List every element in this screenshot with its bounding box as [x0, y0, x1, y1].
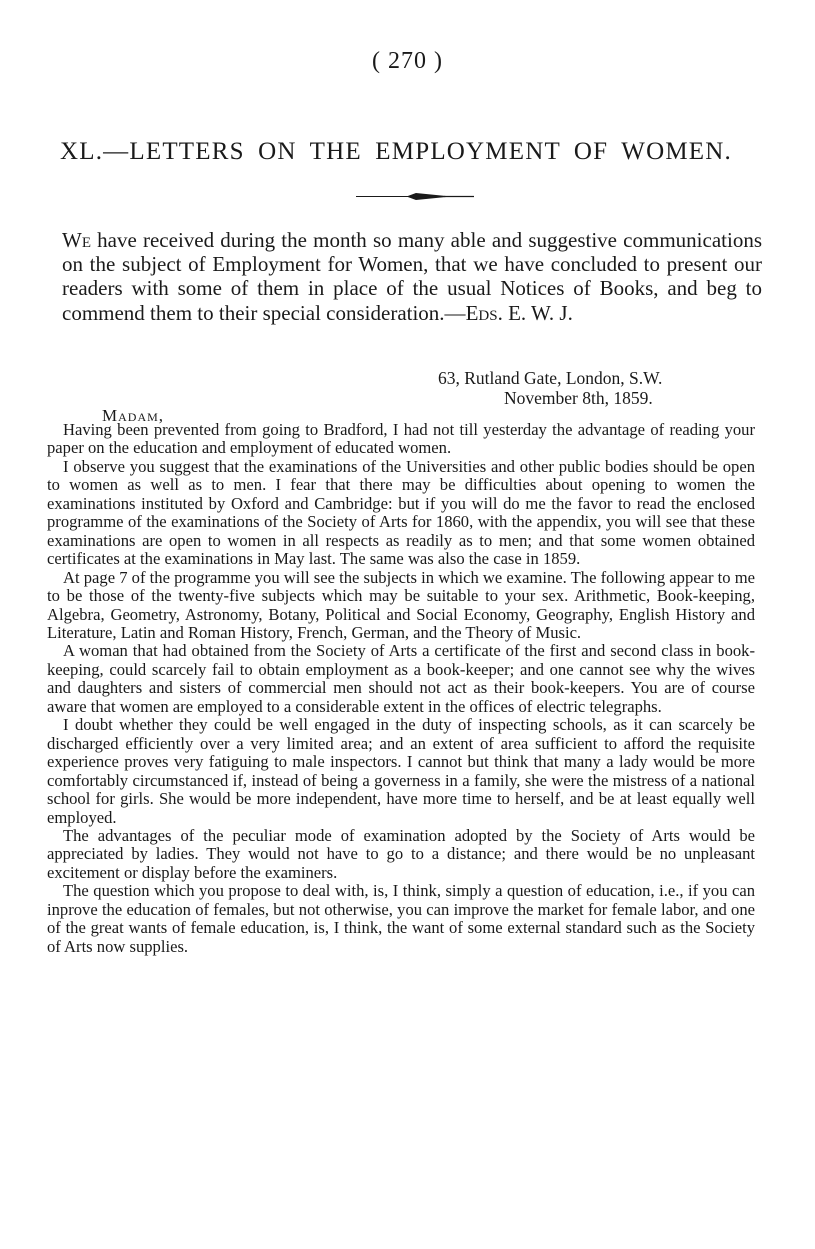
- letter-paragraph: A woman that had obtained from the Society of Arts a certificate of the first and second class in book-keeping, could scarcely fail to obtain employment as a book-keeper; and one cannot see why the wives and daughters and sisters of commercial men should not act as their book-keepers. You are of course aware that women are employed to a considerable extent in the offices of electric telegraphs.: [47, 641, 755, 716]
- ornamental-rule: [356, 192, 474, 201]
- intro-text: have received during the month so many able and suggestive communications on the subject of Employment for Women, that we have concluded to present our readers with some of them in place of the usual Notices of Books, and beg to commend them to their special consideration.—: [62, 228, 762, 325]
- letter-paragraph: The question which you propose to deal with, is, I think, simply a question of education, i.e., if you can inprove the education of females, but not otherwise, you can improve the market for female labor, and one of the great wants of female education, is, I think, the want of some external standard such as the Society of Arts now supplies.: [47, 881, 755, 956]
- editorial-introduction: [62, 228, 762, 325]
- letter-date: November 8th, 1859.: [504, 388, 653, 408]
- editors-signature: Eds. E. W. J.: [465, 300, 573, 325]
- letter-paragraph: I observe you suggest that the examinations of the Universities and other public bodies should be open to women as well as to men. I fear that there may be difficulties about opening to women the examinations instituted by Oxford and Cambridge: but if you will do me the favor to read the enclosed programme of the examinations of the Society of Arts for 1860, with the appendix, you will see that these examinations are open to women in all respects as readily as to men; and that some women obtained certificates at the examinations in May last. The same was also the case in 1859.: [47, 456, 755, 569]
- sender-address: 63, Rutland Gate, London, S.W.: [438, 368, 663, 388]
- letter-paragraph: Having been prevented from going to Bradford, I had not till yesterday the advantage of reading your paper on the education and employment of educated women.: [47, 420, 755, 458]
- article-title: XL.—LETTERS ON THE EMPLOYMENT OF WOMEN.: [60, 138, 732, 165]
- letter-body: [47, 421, 755, 956]
- letter-paragraph: The advantages of the peculiar mode of examination adopted by the Society of Arts would be appreciated by ladies. They would not have to go to a distance; and there would be no unpleasant excitement or display before the examiners.: [47, 825, 755, 882]
- letter-heading: [438, 368, 662, 408]
- letter-paragraph: At page 7 of the programme you will see the subjects in which we examine. The following appear to me to be those of the twenty-five subjects which may be suitable to your sex. Arithmetic, Book-keeping, Algebra, Geometry, Astronomy, Botany, Political and Social Economy, Geography, English History and Literature, Latin and Roman History, French, German, and the Theory of Music.: [47, 567, 755, 642]
- letter-salutation: Madam,: [102, 406, 165, 425]
- page-number: ( 270 ): [372, 48, 443, 74]
- intro-first-word: We: [62, 228, 91, 252]
- letter-paragraph: I doubt whether they could be well engaged in the duty of inspecting schools, as it can scarcely be discharged efficiently over a very limited area; and an extent of area sufficient to afford the requisite experience proves very fatiguing to male inspectors. I cannot but think that many a lady would be more comfortably circumstanced if, instead of being a governess in a family, she were the mistress of a national school for girls. She would be more independent, have more time to herself, and be at least equally well employed.: [47, 715, 755, 827]
